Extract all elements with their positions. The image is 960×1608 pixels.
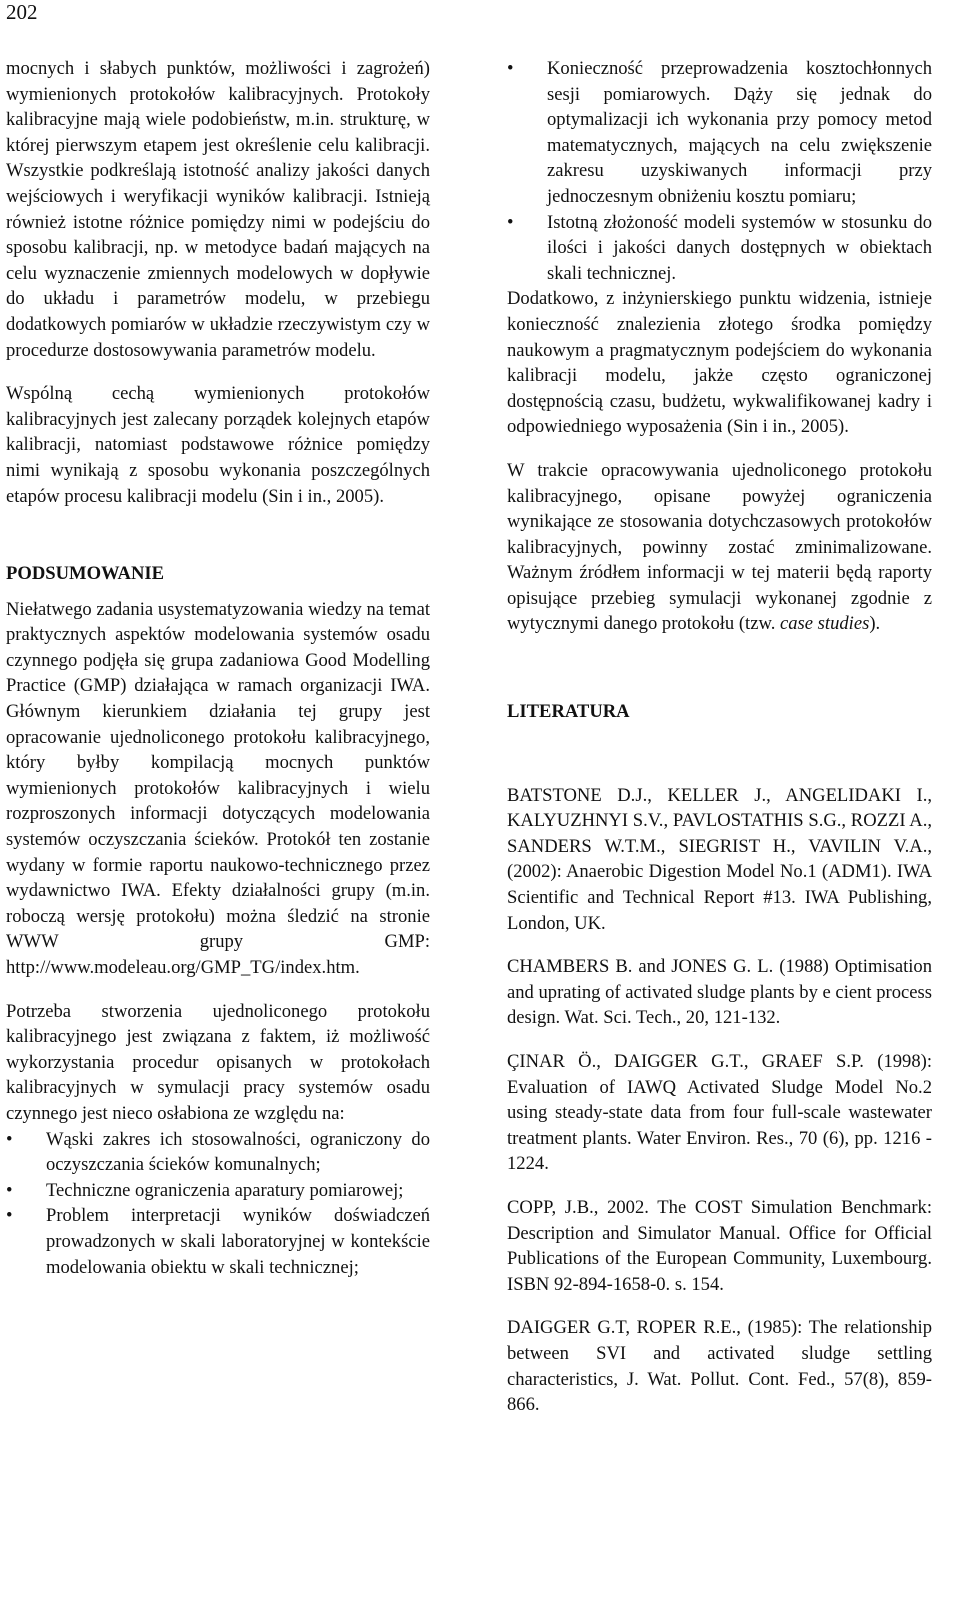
paragraph: Niełatwego zadania usystematyzowania wiedzy na temat praktycznych aspektów modelowania systemów osadu czynnego podjęła się grupa zadaniowa Good Modelling Practice (GMP) działająca w ramach organizacji IWA. Głównym kierunkiem działania tej grupy jest opracowanie ujednoliconego protokołu kalibracyjnego, który byłby kompilacją mocnych punktów wymienionych protokołów kalibracyjnych i wielu rozproszonych informacji dotyczących modelowania systemów oczyszczania ścieków. Protokół ten zostanie wydany w formie raportu naukowo-technicznego przez wydawnictwo IWA. Efekty działalności grupy (m.in. roboczą wersję protokołu) można śledzić na stronie WWW grupy GMP: http://www.modeleau.org/GMP_TG/index.htm. [6,598,430,978]
list-item: • Konieczność przeprowadzenia kosztochłonnych sesji pomiarowych. Dąży się jednak do optymalizacji ich wykonania przy pomocy metod matematycznych, mających na celu zwiększenie zakresu uzyskiwanych informacji przy jednoczesnym obniżeniu kosztu pomiaru; [507,56,932,210]
list-item: • Istotną złożoność modeli systemów w stosunku do ilości i jakości danych dostępnych w obiektach skali technicznej. [507,210,932,287]
right-column [507,56,932,1418]
list-item: • Problem interpretacji wyników doświadczeń prowadzonych w skali laboratoryjnej w kontekście modelowania obiektu w skali technicznej; [6,1203,430,1280]
section-heading: PODSUMOWANIE [6,563,165,585]
bullet-list [507,56,932,286]
list-item: • Techniczne ograniczenia aparatury pomiarowej; [6,1178,430,1204]
italic-term: case studies [780,613,870,635]
left-column [6,56,430,1280]
bullet-list [6,1127,430,1281]
section-heading: LITERATURA [507,701,630,723]
reference-item: CHAMBERS B. and JONES G. L. (1988) Optimisation and uprating of activated sludge plants by e cient process design. Wat. Sci. Tech., 20, 121-132. [507,956,932,1029]
paragraph: mocnych i słabych punktów, możliwości i zagrożeń) wymienionych protokołów kalibracyjnych. Protokoły kalibracyjne mają wiele podobieństw, m.in. strukturę, w której pierwszym etapem jest określenie celu kalibracji. Wszystkie podkreślają istotność analizy jakości danych wejściowych i weryfikacji wyników kalibracji. Istnieją również istotne różnice pomiędzy nimi w podejściu do sposobu kalibracji, np. w metodyce badań mających na celu wyznaczenie zmiennych modelowych w dopływie do układu i parametrów modelu, w przebiegu dodatkowych pomiarów w układzie rzeczywistym czy w procedurze dostosowywania parametrów modelu. [6,58,430,361]
reference-item: BATSTONE D.J., KELLER J., ANGELIDAKI I., KALYUZHNYI S.V., PAVLOSTATHIS S.G., ROZZI A., SANDERS W.T.M., SIEGRIST H., VAVILIN V.A., (2002): Anaerobic Digestion Model No.1 (ADM1). IWA Scientific and Technical Report #13. IWA Publishing, London, UK. [507,784,932,934]
paragraph: Wspólną cechą wymienionych protokołów kalibracyjnych jest zalecany porządek kolejnych etapów kalibracji, natomiast podstawowe różnice pomiędzy nimi wynikają z sposobu wykonania poszczególnych etapów procesu kalibracji modelu (Sin i in., 2005). [6,383,430,507]
list-item: • Wąski zakres ich stosowalności, ograniczony do oczyszczania ścieków komunalnych; [6,1127,430,1178]
paragraph-text: W trakcie opracowywania ujednoliconego protokołu kalibracyjnego, opisane powyżej ograniczenia wynikające ze stosowania dotychczasowych protokołów kalibracyjnych, powinny zostać zminimalizowane. Ważnym źródłem informacji w tej materii będą raporty opisujące przebieg symulacji wykonanej zgodnie z wytycznymi danego protokołu (tzw. [507,459,932,635]
reference-item: DAIGGER G.T, ROPER R.E., (1985): The relationship between SVI and activated sludge settling characteristics, J. Wat. Pollut. Cont. Fed., 57(8), 859-866. [507,1317,932,1416]
reference-item: ÇINAR Ö., DAIGGER G.T., GRAEF S.P. (1998): Evaluation of IAWQ Activated Sludge Model No.2 using steady-state data from four full-scale wastewater treatment plants. Water Environ. Res., 70 (6), pp. 1216 - 1224. [507,1051,932,1175]
paragraph: Potrzeba stworzenia ujednoliconego protokołu kalibracyjnego jest związana z faktem, iż możliwość wykorzystania procedur opisanych w protokołach kalibracyjnych w symulacji pracy systemów osadu czynnego jest nieco osłabiona ze względu na: [6,1000,430,1124]
paragraph-end: ). [869,613,881,635]
reference-item: COPP, J.B., 2002. The COST Simulation Benchmark: Description and Simulator Manual. Office for Official Publications of the European Community, Luxembourg. ISBN 92-894-1658-0. s. 154. [507,1196,932,1295]
paragraph [507,458,932,637]
page-number: 202 [6,0,38,24]
paragraph: Dodatkowo, z inżynierskiego punktu widzenia, istnieje konieczność znalezienia złotego środka pomiędzy naukowym a pragmatycznym podejściem do wykonania kalibracji modelu, jakże często ograniczonej dostępnością czasu, budżetu, wykwalifikowanej kadry i odpowiedniego wyposażenia (Sin i in., 2005). [507,288,932,438]
